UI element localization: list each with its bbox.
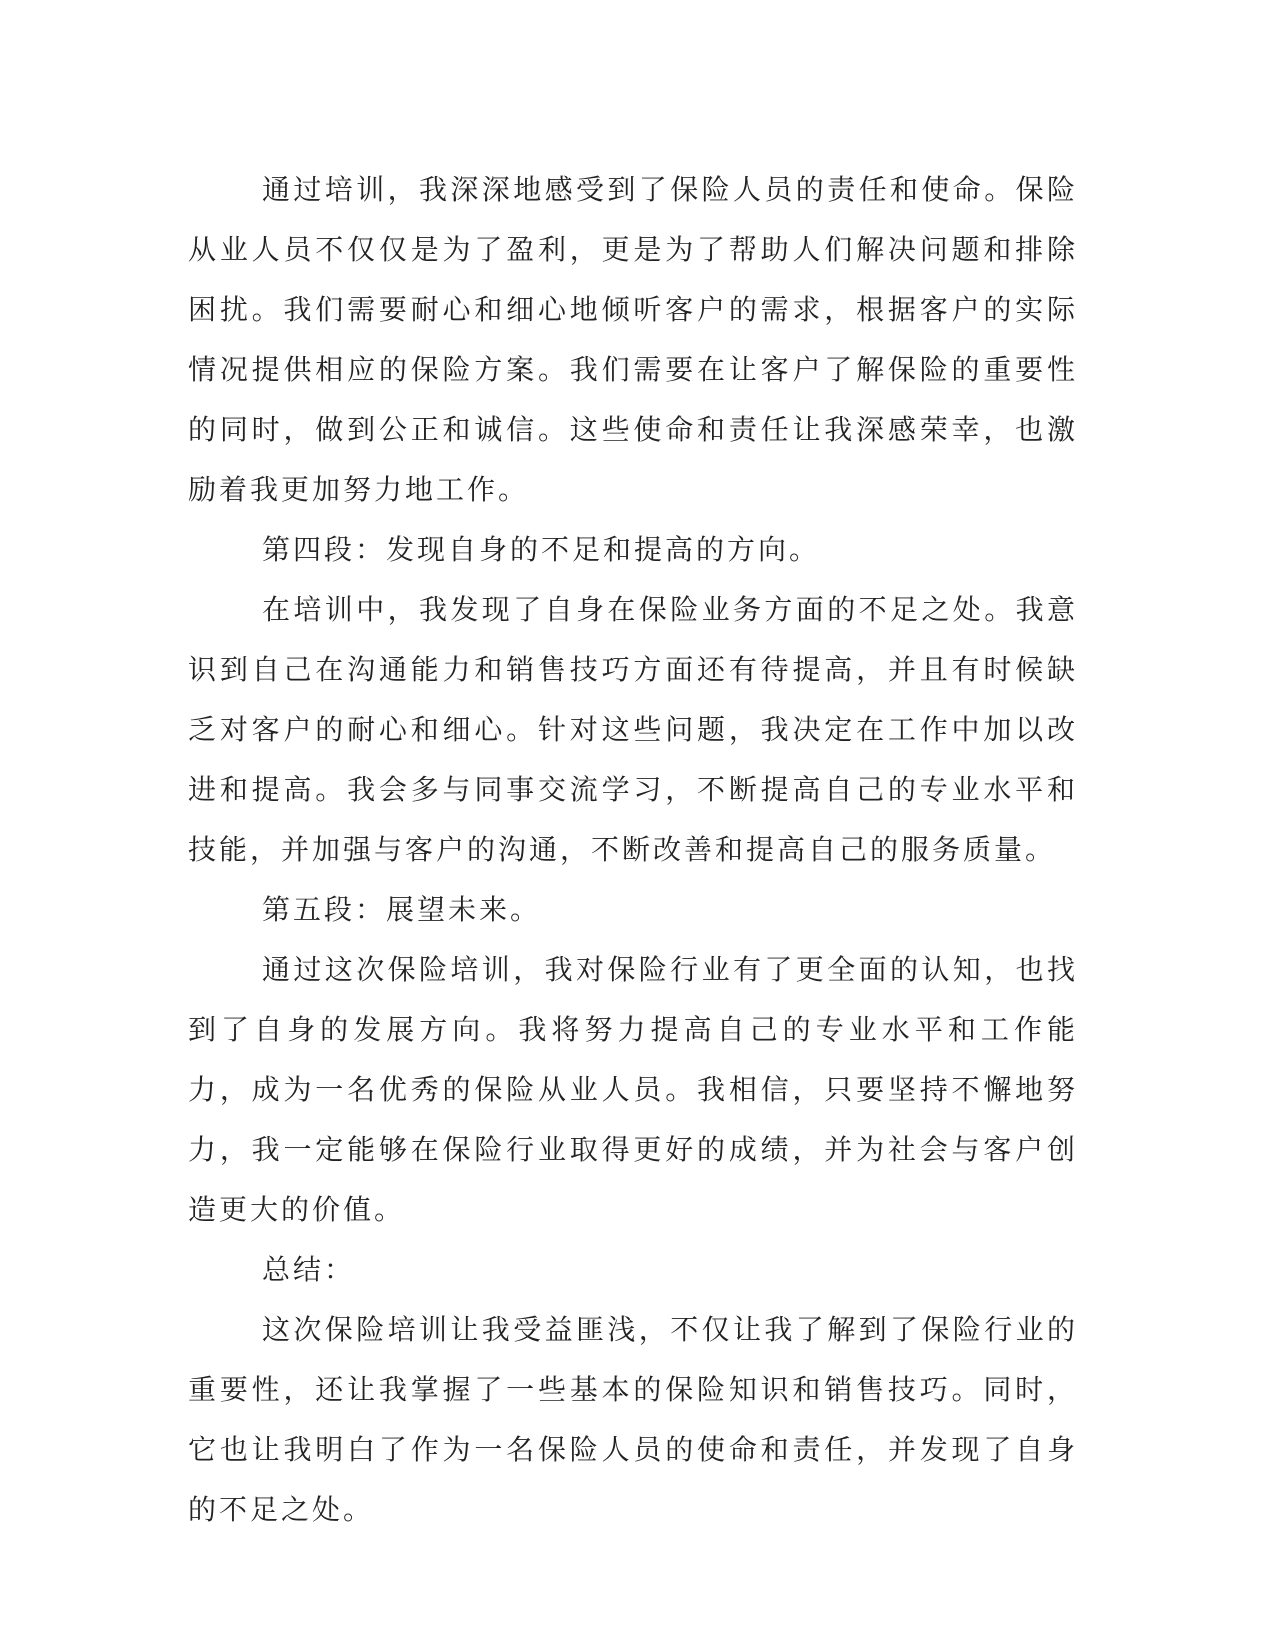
paragraph-summary: 这次保险培训让我受益匪浅，不仅让我了解到了保险行业的重要性，还让我掌握了一些基本的保险知识和销售技巧。同时，它也让我明白了作为一名保险人员的使命和责任，并发现了自身的不足之处。 (188, 1313, 1078, 1526)
summary-heading: 总结： (262, 1253, 356, 1286)
paragraph-responsibility: 通过培训，我深深地感受到了保险人员的责任和使命。保险从业人员不仅仅是为了盈利，更是为了帮助人们解决问题和排除困扰。我们需要耐心和细心地倾听客户的需求，根据客户的实际情况提供相应的保险方案。我们需要在让客户了解保险的重要性的同时，做到公正和诚信。这些使命和责任让我深感荣幸，也激励着我更加努力地工作。 (188, 173, 1078, 506)
document-body (188, 160, 1078, 1540)
paragraph-shortcomings: 在培训中，我发现了自身在保险业务方面的不足之处。我意识到自己在沟通能力和销售技巧方面还有待提高，并且有时候缺乏对客户的耐心和细心。针对这些问题，我决定在工作中加以改进和提高。我会多与同事交流学习，不断提高自己的专业水平和技能，并加强与客户的沟通，不断改善和提高自己的服务质量。 (188, 593, 1078, 866)
section-heading-five: 第五段：展望未来。 (262, 893, 542, 926)
paragraph-future: 通过这次保险培训，我对保险行业有了更全面的认知，也找到了自身的发展方向。我将努力提高自己的专业水平和工作能力，成为一名优秀的保险从业人员。我相信，只要坚持不懈地努力，我一定能够在保险行业取得更好的成绩，并为社会与客户创造更大的价值。 (188, 953, 1078, 1226)
section-heading-four: 第四段：发现自身的不足和提高的方向。 (262, 533, 821, 566)
